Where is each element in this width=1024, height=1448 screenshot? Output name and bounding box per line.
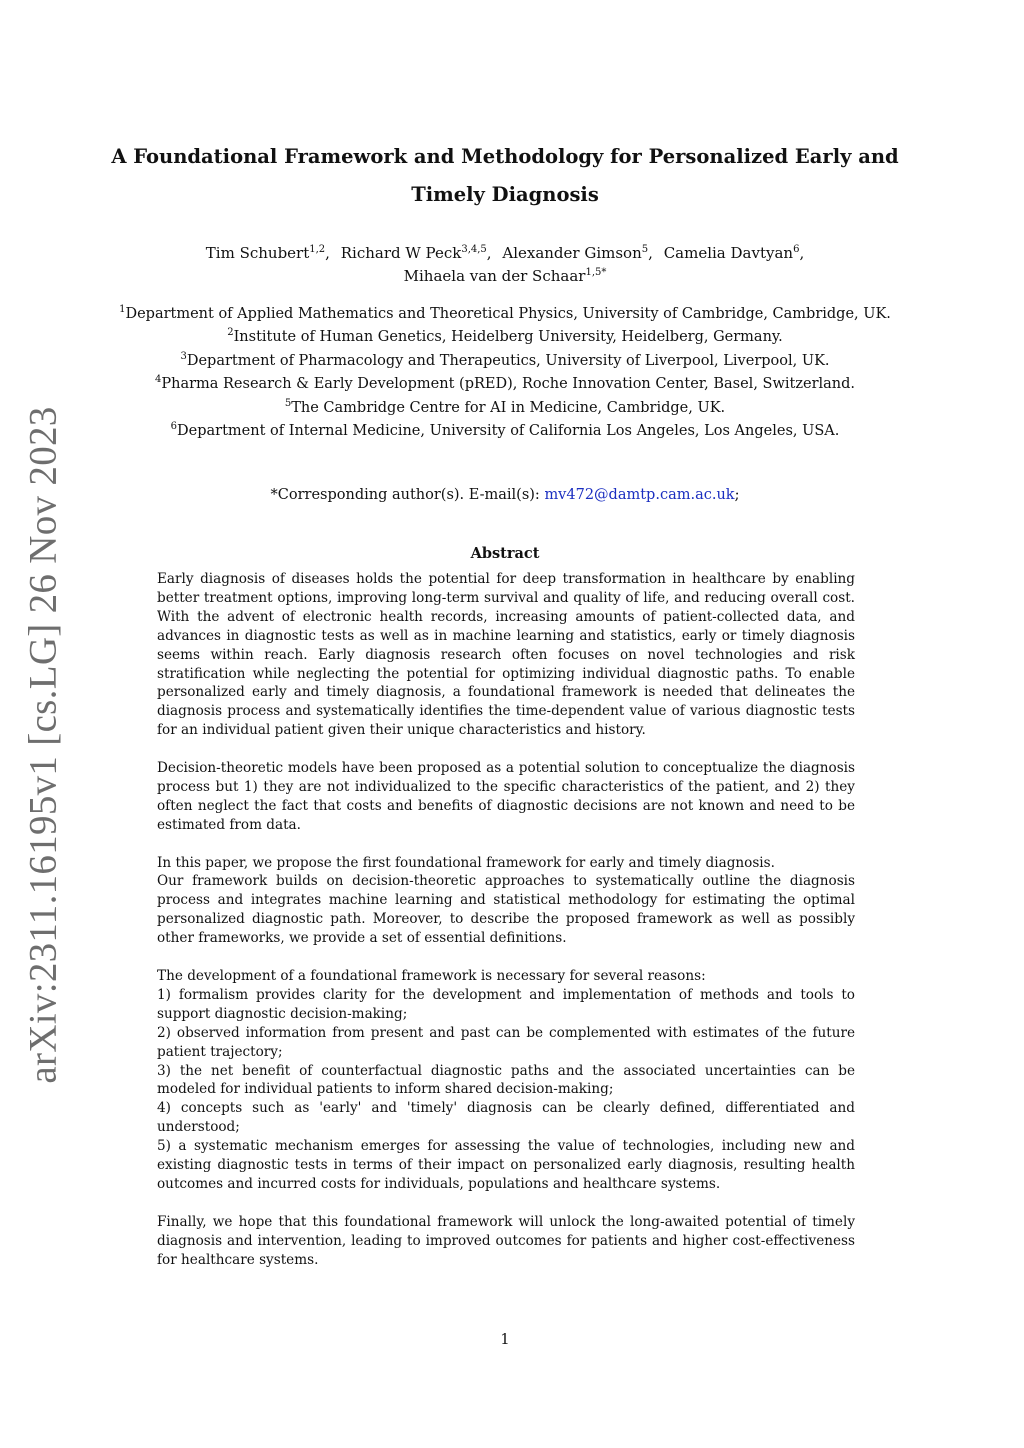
affiliation: $^2$Institute of Human Genetics, Heidelberg University, Heidelberg, Germany.	[227, 327, 783, 346]
arxiv-stamp: arXiv:2311.16195v1 [cs.LG] 26 Nov 2023	[21, 406, 65, 1084]
paper-title	[110, 138, 900, 214]
abstract-paragraph: Finally, we hope that this foundational framework will unlock the long-awaited potential of timely diagnosis and intervention, leading to improved outcomes for patients and higher cost-effectiveness for healthcare systems.	[157, 1213, 855, 1268]
affiliations	[110, 303, 900, 443]
title-line: Timely Diagnosis	[411, 183, 599, 206]
abstract-paragraph: Decision-theoretic models have been proposed as a potential solution to conceptualize the diagnosis process but 1) they are not individualized to the specific characteristics of the patient, and 2) they often neglect the fact that costs and benefits of diagnostic decisions are not known and need to be estimated from data.	[157, 760, 855, 833]
affiliation: $^3$Department of Pharmacology and Therapeutics, University of Liverpool, Liverpool, UK.	[180, 350, 830, 369]
abstract-heading: Abstract	[470, 545, 540, 562]
affiliation: $^6$Department of Internal Medicine, University of California Los Angeles, Los Angeles, USA.	[170, 421, 840, 440]
abstract-paragraph: In this paper, we propose the first foundational framework for early and timely diagnosis. Our framework builds on decision-theoretic approaches to systematically outline the diagnosis process and integrates machine learning and statistical methodology for estimating the optimal personalized diagnostic path. Moreover, to describe the proposed framework as well as possibly other frameworks, we provide a set of essential definitions.	[157, 854, 855, 947]
author-line	[130, 242, 880, 265]
affiliation: $^5$The Cambridge Centre for AI in Medicine, Cambridge, UK.	[284, 397, 726, 416]
abstract-body	[157, 570, 855, 1288]
author: Alexander Gimson$^5$,	[502, 244, 653, 262]
abstract-paragraph: Early diagnosis of diseases holds the potential for deep transformation in healthcare by enabling better treatment options, improving long-term survival and quality of life, and reducing overall cost. With the advent of electronic health records, increasing amounts of patient-collected data, and advances in diagnostic tests as well as in machine learning and statistics, early or timely diagnosis seems within reach. Early diagnosis research often focuses on novel technologies and risk stratification while neglecting the potential for optimizing individual diagnostic paths. To enable personalized early and timely diagnosis, a foundational framework is needed that delineates the diagnosis process and systematically identifies the time-dependent value of various diagnostic tests for an individual patient given their unique characteristics and history.	[157, 571, 855, 739]
author-line	[130, 265, 880, 288]
corresponding-label: *Corresponding author(s). E-mail(s):	[270, 487, 545, 503]
author: Tim Schubert$^{1,2}$,	[205, 244, 330, 262]
affiliation: $^1$Department of Applied Mathematics and Theoretical Physics, University of Cambridge, Cambridge, UK.	[119, 304, 891, 322]
abstract-paragraph: The development of a foundational framework is necessary for several reasons: 1) formalism provides clarity for the development and implementation of methods and tools to support diagnostic decision-making; 2) observed information from present and past can be complemented with estimates of the future patient trajectory; 3) the net benefit of counterfactual diagnostic paths and the associated uncertainties can be modeled for individual patients to inform shared decision-making; 4) concepts such as 'early' and 'timely' diagnosis can be clearly defined, differentiated and understood; 5) a systematic mechanism emerges for assessing the value of technologies, including new and existing diagnostic tests in terms of their impact on personalized early diagnosis, resulting health outcomes and incurred costs for individuals, populations and healthcare systems.	[157, 967, 855, 1192]
author: Mihaela van der Schaar$^{1,5*}$	[403, 267, 607, 285]
email-link[interactable]: mv472@damtp.cam.ac.uk	[544, 487, 735, 503]
affiliation: $^4$Pharma Research & Early Development (pRED), Roche Innovation Center, Basel, Switzerland.	[154, 374, 856, 393]
author: Camelia Davtyan$^6$,	[663, 244, 805, 262]
corresponding-author: *Corresponding author(s). E-mail(s): mv472@damtp.cam.ac.uk;	[270, 487, 740, 503]
page-number: 1	[500, 1332, 510, 1348]
title-line: A Foundational Framework and Methodology for Personalized Early and	[111, 145, 899, 168]
author: Richard W Peck$^{3,4,5}$,	[340, 244, 492, 262]
author-list	[130, 242, 880, 288]
